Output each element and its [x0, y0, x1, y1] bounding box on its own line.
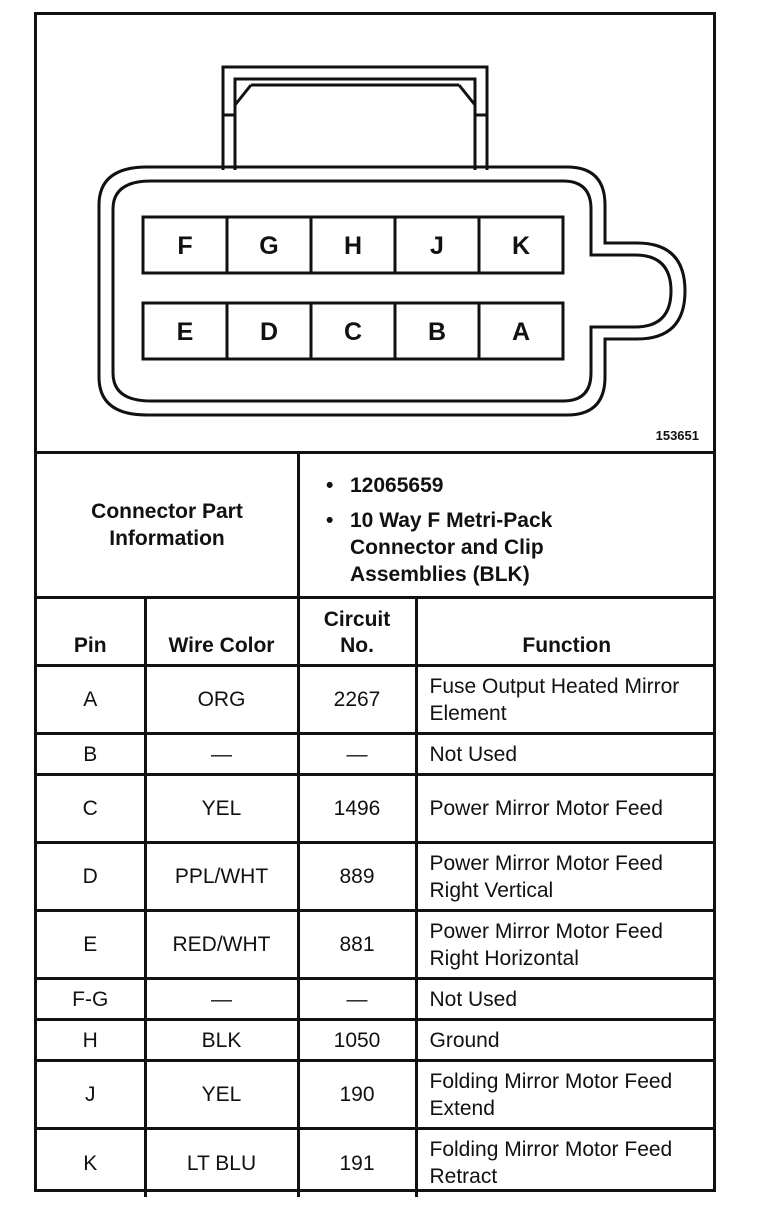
function-cell: Ground	[416, 1020, 716, 1061]
circuit-cell: 1050	[298, 1020, 416, 1061]
wire-color-cell: BLK	[145, 1020, 298, 1061]
function-cell: Power Mirror Motor Feed Right Vertical	[416, 843, 716, 911]
table-row	[37, 843, 716, 911]
table-header-row	[37, 596, 716, 666]
table-row	[37, 1129, 716, 1197]
part-info-list	[322, 472, 650, 596]
circuit-cell: —	[298, 734, 416, 775]
pin-cell: D	[37, 843, 145, 911]
connector-description: • 10 Way F Metri-Pack Connector and Clip Assemblies (BLK)	[322, 507, 650, 588]
connector-lock-tab	[223, 67, 487, 170]
wire-color-cell: LT BLU	[145, 1129, 298, 1197]
function-cell: Not Used	[416, 979, 716, 1020]
cavity-label: G	[259, 232, 279, 260]
header-wire-color: Wire Color	[145, 596, 298, 666]
cavity-b	[395, 303, 479, 359]
pin-cell: F-G	[37, 979, 145, 1020]
circuit-cell: —	[298, 979, 416, 1020]
pin-cell: E	[37, 911, 145, 979]
wire-color-cell: ORG	[145, 666, 298, 734]
cavity-label: D	[259, 318, 279, 346]
function-cell: Power Mirror Motor Feed Right Horizontal	[416, 911, 716, 979]
cavity-label: E	[176, 318, 194, 346]
cavity-label: H	[343, 232, 363, 260]
circuit-cell: 1496	[298, 775, 416, 843]
circuit-cell: 881	[298, 911, 416, 979]
cavity-a	[479, 303, 563, 359]
table-row	[37, 666, 716, 734]
header-function: Function	[416, 596, 716, 666]
wire-color-cell: YEL	[145, 1061, 298, 1129]
cavity-e	[143, 303, 227, 359]
function-cell: Power Mirror Motor Feed	[416, 775, 716, 843]
function-cell: Folding Mirror Motor Feed Retract	[416, 1129, 716, 1197]
cavity-c	[311, 303, 395, 359]
cavity-f	[143, 217, 227, 273]
pinout-table	[37, 596, 716, 1197]
wire-color-cell: YEL	[145, 775, 298, 843]
function-cell: Folding Mirror Motor Feed Extend	[416, 1061, 716, 1129]
cavity-k	[479, 217, 563, 273]
circuit-cell: 2267	[298, 666, 416, 734]
cavity-g	[227, 217, 311, 273]
connector-body-outline	[99, 167, 685, 415]
table-row	[37, 1020, 716, 1061]
wire-color-cell: —	[145, 734, 298, 775]
pinout-rows	[37, 666, 716, 1197]
connector-part-information	[37, 451, 713, 599]
table-row	[37, 1061, 716, 1129]
pin-cell: C	[37, 775, 145, 843]
pin-cell: J	[37, 1061, 145, 1129]
pin-cell: B	[37, 734, 145, 775]
cavity-label: C	[343, 318, 363, 346]
cavity-d	[227, 303, 311, 359]
cavity-label: B	[427, 318, 447, 346]
pin-cell: A	[37, 666, 145, 734]
function-cell: Fuse Output Heated Mirror Element	[416, 666, 716, 734]
wire-color-cell: —	[145, 979, 298, 1020]
cavity-j	[395, 217, 479, 273]
part-info-label-cell	[37, 454, 300, 596]
wire-color-cell: PPL/WHT	[145, 843, 298, 911]
part-number: • 12065659	[322, 472, 650, 499]
wire-color-cell: RED/WHT	[145, 911, 298, 979]
connector-face-diagram	[37, 15, 713, 451]
pin-cell: H	[37, 1020, 145, 1061]
circuit-cell: 190	[298, 1061, 416, 1129]
function-cell: Not Used	[416, 734, 716, 775]
table-row	[37, 775, 716, 843]
connector-sheet	[34, 12, 716, 1192]
table-row	[37, 734, 716, 775]
pin-cell: K	[37, 1129, 145, 1197]
header-circuit-no	[298, 596, 416, 666]
circuit-cell: 889	[298, 843, 416, 911]
connector-body-inner	[113, 181, 671, 401]
header-pin: Pin	[37, 596, 145, 666]
cavity-label: J	[430, 232, 444, 260]
part-info-label: Connector Part Information	[91, 500, 243, 550]
figure-id: 153651	[655, 428, 699, 443]
cavity-h	[311, 217, 395, 273]
table-row	[37, 979, 716, 1020]
cavity-grid	[143, 217, 563, 359]
header-circuit-text: Circuit No.	[323, 608, 391, 657]
cavity-label: K	[511, 232, 531, 260]
cavity-label: F	[177, 232, 193, 260]
circuit-cell: 191	[298, 1129, 416, 1197]
cavity-label: A	[511, 318, 531, 346]
table-row	[37, 911, 716, 979]
